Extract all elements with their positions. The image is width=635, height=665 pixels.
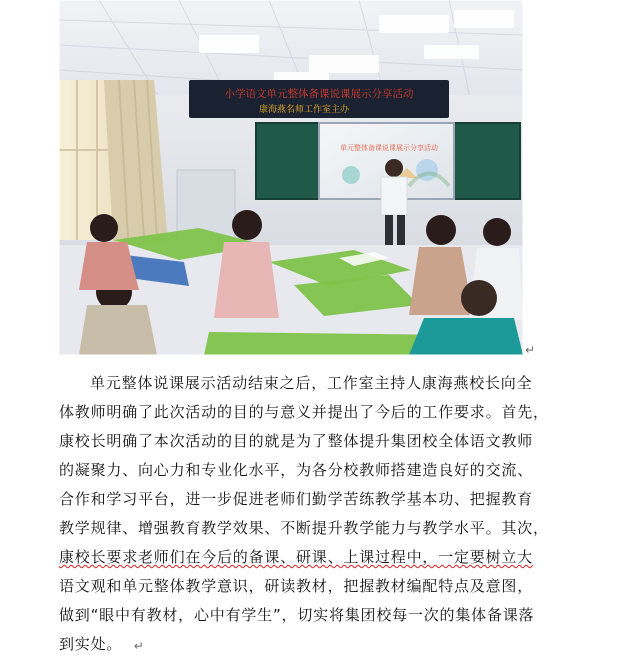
classroom-scene-illustration: [59, 0, 523, 355]
article-line: 教学规律、增强教育教学效果、不断提升教学能力与教学水平。其次，: [59, 519, 549, 537]
screen-title-text: 单元整体备课说课展示分享活动: [340, 144, 438, 152]
banner-subtitle-text: 康海燕名师工作室主办: [258, 105, 350, 115]
article-line: 的凝聚力、向心力和专业化水平，为各分校教师搭建造良好的交流、: [59, 461, 534, 479]
article-line: 体教师明确了此次活动的目的与意义并提出了今后的工作要求。首先，: [59, 403, 549, 421]
article-paragraph: [59, 369, 584, 659]
article-line: [59, 543, 584, 572]
paragraph-mark-after-photo: ↵: [525, 343, 536, 357]
article-line: 语文观和单元整体教学意识，研读教材，把握教材编配特点及意图，: [59, 577, 534, 595]
article-line-last: 到实处。 ↵: [59, 635, 145, 653]
article-line: 单元整体说课展示活动结束之后，工作室主持人康海燕校长向全: [90, 374, 533, 392]
banner-title-text: 小学语文单元整体备课说课展示分享活动: [224, 88, 414, 100]
classroom-photo: [59, 0, 523, 355]
paragraph-mark-end: ↵: [133, 639, 145, 653]
spellcheck-underline: 康校长要求老师们在今后的备课、研课、上课过程中，一定要树立大: [59, 548, 534, 566]
article-line: 康校长明确了本次活动的目的就是为了整体提升集团校全体语文教师: [59, 432, 534, 450]
article-line: 做到“眼中有教材，心中有学生”，切实将集团校每一次的集体备课落: [59, 606, 535, 624]
article-line: 合作和学习平台，进一步促进老师们勤学苦练教学基本功、把握教育: [59, 490, 534, 508]
